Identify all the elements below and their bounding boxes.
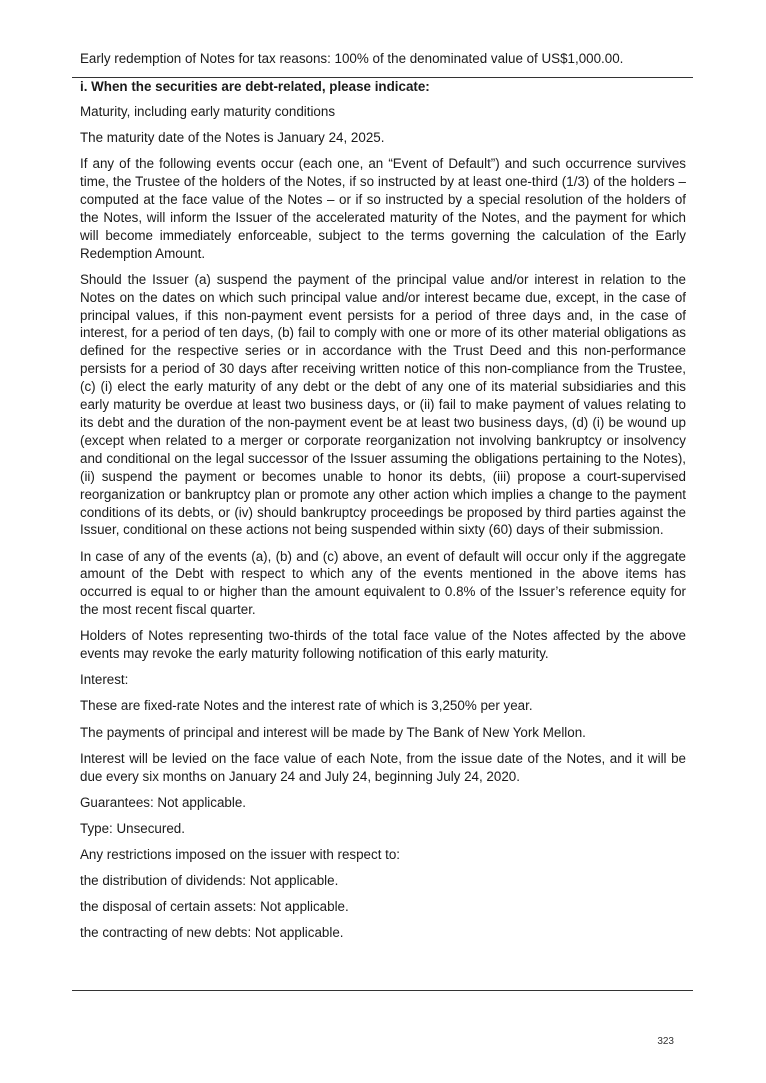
intro-paragraph: Early redemption of Notes for tax reasons: 100% of the denominated value of US$1,000.00. [80,51,624,66]
paragraph-paying-agent: The payments of principal and interest will be made by The Bank of New York Mellon. [80,724,586,740]
section-divider-bottom [72,990,693,991]
paragraph-revocation: Holders of Notes representing two-thirds of the total face value of the Notes affected by the above events may revoke the early maturity following notification of this early maturity. [80,628,686,662]
paragraph-asset-disposal: the disposal of certain assets: Not applicable. [80,898,349,914]
paragraph-interest-schedule: Interest will be levied on the face value of each Note, from the issue date of the Notes, and it will be due every six months on January 24 and July 24, beginning July 24, 2020. [80,750,686,784]
paragraph-issuer-events: Should the Issuer (a) suspend the payment of the principal value and/or interest in relation to the Notes on the dates on which such principal value and/or interest became due, except, in the case of principal values, if this non-payment event persists for a period of three days and, in the case of interest, for a period of ten days, (b) fail to comply with one or more of its other material obligations as defined for the respective series or in accordance with the Trust Deed and this non-performance persists for a period of 30 days after receiving written notice of this non-compliance from the Trustee, (c) (i) elect the early maturity of any debt or the debt of any one of its material subsidiaries and this early maturity be overdue at least two business days, or (ii) fail to make payment of values relating to its debt and the duration of the non-payment event be at least two business days, (d) (i) be wound up (except when related to a merger or corporate reorganization not involving bankruptcy or insolvency and conditional on the legal successor of the Issuer assuming the obligations pertaining to the Notes), (ii) suspend the payment or becomes unable to honor its debts, (iii) propose a court-supervised reorganization or bankruptcy plan or promote any other action which implies a change to the payment conditions of its debts, or (iv) should bankruptcy proceedings be proposed by third parties against the Issuer, conditional on these actions not being suspended within sixty (60) days of their submission. [80,271,686,538]
paragraph-dividends: the distribution of dividends: Not applicable. [80,872,339,888]
page-number: 323 [657,1036,674,1047]
paragraph-new-debts: the contracting of new debts: Not applicable. [80,925,344,941]
paragraph-threshold: In case of any of the events (a), (b) and (c) above, an event of default will occur only if the aggregate amount of the Debt with respect to which any of the events mentioned in the above items has occurred is equal to or higher than the amount equivalent to 0.8% of the Issuer’s reference equity for the most recent fiscal quarter. [80,548,686,618]
paragraph-type: Type: Unsecured. [80,820,185,836]
paragraph-maturity-date: The maturity date of the Notes is January 24, 2025. [80,130,385,145]
paragraph-interest-label: Interest: [80,672,129,688]
paragraph-maturity-label: Maturity, including early maturity conditions [80,103,336,119]
paragraph-guarantees: Guarantees: Not applicable. [80,794,246,810]
paragraph-restrictions-label: Any restrictions imposed on the issuer with respect to: [80,846,401,862]
debt-section [80,78,686,950]
paragraph-interest-rate: These are fixed-rate Notes and the interest rate of which is 3,250% per year. [80,698,533,714]
paragraph-event-of-default: If any of the following events occur (each one, an “Event of Default”) and such occurrence survives time, the Trustee of the holders of the Notes, if so instructed by at least one-third (1/3) of the holders – computed at the face value of the Notes – or if so instructed by a special resolution of the holders of the Notes, will inform the Issuer of the accelerated maturity of the Notes, and the payment for which will become immediately enforceable, subject to the terms governing the calculation of the Early Redemption Amount. [80,156,686,261]
section-heading: i. When the securities are debt-related, please indicate: [80,79,430,94]
